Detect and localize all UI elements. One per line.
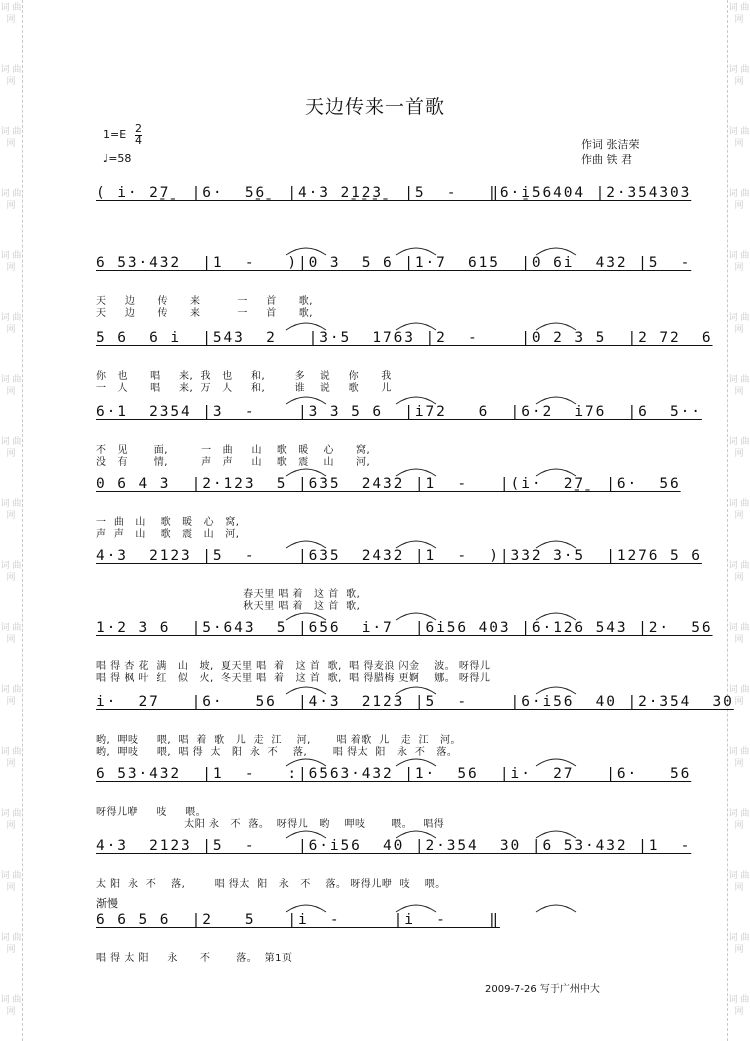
watermark-text: 词 曲 网 <box>0 65 22 87</box>
notation-row: 1·2 3 6 |5·643 5 |656 i·7 |6i56 403 |6·126 543 |2· 56 <box>96 620 713 636</box>
slur-arc <box>396 323 436 330</box>
notation-row: ( i· 2̱7̱ |6· 5̱6̱ |4·3 2̱1̱2̱3̱ |5 - ‖6·i̱56404 |2·354303 <box>96 185 692 201</box>
watermark-text: 词 曲 网 <box>728 251 750 273</box>
slur-arc <box>536 541 576 548</box>
lyric-row-1: 你 也 唱 来, 我 也 和, 多 说 你 我 <box>96 371 392 382</box>
slur-arc <box>536 905 576 912</box>
slur-marks <box>96 818 671 840</box>
lyric-row-2: 声 声 山 歌 震 山 河, <box>96 529 240 540</box>
time-signature <box>135 124 142 147</box>
slur-arc <box>396 397 436 404</box>
score-line <box>96 766 692 830</box>
lyric-row-2: 天 边 传 来 一 首 歌, <box>96 308 313 319</box>
slur-marks <box>96 384 671 406</box>
slur-arc <box>396 905 436 912</box>
slur-arc <box>396 687 436 694</box>
slur-arc <box>536 831 576 838</box>
slur-arc <box>536 759 576 766</box>
watermark-text: 词 曲 网 <box>0 809 22 831</box>
watermark-text: 词 曲 网 <box>0 747 22 769</box>
watermark-text: 词 曲 网 <box>728 499 750 521</box>
score-line <box>96 404 702 468</box>
watermark-text: 词 曲 网 <box>0 313 22 335</box>
slur-arc <box>286 687 326 694</box>
watermark-text: 词 曲 网 <box>0 623 22 645</box>
key-label: 1=E <box>103 128 127 141</box>
slur-arc <box>286 248 326 255</box>
slur-marks <box>96 310 671 332</box>
time-denominator: 4 <box>135 134 142 147</box>
key-signature <box>103 122 142 147</box>
lyric-row-2: 秋天里 唱 着 这 首 歌, <box>96 601 361 612</box>
watermark-text: 词 曲 网 <box>728 871 750 893</box>
watermark-right <box>727 0 750 1041</box>
watermark-text: 词 曲 网 <box>728 561 750 583</box>
slur-marks <box>96 528 671 550</box>
watermark-text: 词 曲 网 <box>728 189 750 211</box>
slur-arc <box>286 831 326 838</box>
slur-arc <box>536 397 576 404</box>
watermark-text: 词 曲 网 <box>728 437 750 459</box>
footer-date: 2009-7-26 写于广州中大 <box>485 984 600 995</box>
score-line <box>96 912 671 972</box>
tempo-change-mark: 渐慢 <box>96 897 118 910</box>
watermark-text: 词 曲 网 <box>728 375 750 397</box>
slur-marks <box>96 746 671 768</box>
watermark-text: 词 曲 网 <box>0 375 22 397</box>
watermark-text: 词 曲 网 <box>728 809 750 831</box>
watermark-text: 词 曲 网 <box>0 871 22 893</box>
notation-row: 6 6 5 6 |2 5 |i - |i - ‖ <box>96 912 500 928</box>
watermark-text: 词 曲 网 <box>728 747 750 769</box>
notation-row: 5 6 6 i |543 2 |3·5 1763 |2 - |0 2 3 5 |2 72 6 <box>96 330 713 346</box>
lyric-row-1: 天 边 传 来 一 首 歌, <box>96 296 313 307</box>
slur-marks <box>96 674 671 696</box>
slur-arc <box>396 613 436 620</box>
lyric-row-1: 呀得儿咿 吱 喂。 <box>96 807 207 818</box>
watermark-text: 词 曲 网 <box>728 313 750 335</box>
watermark-left <box>0 0 23 1041</box>
slur-arc <box>396 759 436 766</box>
slur-arc <box>536 248 576 255</box>
score-line <box>96 255 692 319</box>
slur-arc <box>286 541 326 548</box>
lyric-row-2: 没 有 情, 声 声 山 歌 震 山 河, <box>96 457 371 468</box>
slur-marks <box>96 165 671 187</box>
lyric-row-1: 不 见 面, 一 曲 山 歌 暖 心 窝, <box>96 445 371 456</box>
time-numerator: 2 <box>135 122 142 135</box>
score-line <box>96 476 681 540</box>
watermark-text: 词 曲 网 <box>0 995 22 1017</box>
slur-arc <box>286 397 326 404</box>
score-line <box>96 330 713 394</box>
slur-arc <box>396 469 436 476</box>
score-line <box>96 838 692 898</box>
notation-row: 6 53·432 |1 - )|0 3 5 6 |1·7 615 |0 6i 432 |5 - <box>96 255 692 271</box>
credits <box>581 137 640 167</box>
lyric-row-2: 唱 得 枫 叶 红 似 火, 冬天里 唱 着 这 首 歌, 唱 得腊梅 更婀 娜。 呀得儿 <box>96 673 491 684</box>
score-line <box>96 694 734 758</box>
composer: 作曲 铁 君 <box>581 153 632 166</box>
lyric-row-2: 太阳 永 不 落。 呀得儿 哟 呷吱 喂。 唱得 <box>96 819 445 830</box>
lyric-row-2: 一 人 唱 来, 万 人 和, 谁 说 歌 儿 <box>96 383 392 394</box>
lyric-row-1: 太 阳 永 不 落, 唱 得太 阳 永 不 落。 呀得儿咿 吱 喂。 <box>96 879 446 890</box>
watermark-text: 词 曲 网 <box>0 933 22 955</box>
watermark-text: 词 曲 网 <box>728 685 750 707</box>
notation-row: 4·3 2123 |5 - |635 2432 |1 - )|332 3·5 |1276 5 6 <box>96 548 702 564</box>
notation-row: 6·1 2354 |3 - |3 3 5 6 |i72 6 |6·2 i76 |6 5·· <box>96 404 702 420</box>
slur-arc <box>396 831 436 838</box>
lyric-row-1: 春天里 唱 着 这 首 歌, <box>96 589 361 600</box>
tempo-marking: ♩=58 <box>103 152 132 165</box>
notation-row: 4·3 2123 |5 - |6·i56 40 |2·354 30 |6 53·432 |1 - <box>96 838 692 854</box>
slur-arc <box>286 613 326 620</box>
watermark-text: 词 曲 网 <box>728 933 750 955</box>
slur-arc <box>536 469 576 476</box>
watermark-text: 词 曲 网 <box>728 995 750 1017</box>
lyricist: 作词 张洁荣 <box>581 138 640 151</box>
lyric-row-1: 唱 得 太 阳 永 不 落。 第1页 <box>96 953 293 964</box>
lyric-row-1: 一 曲 山 歌 暖 心 窝, <box>96 517 240 528</box>
watermark-text: 词 曲 网 <box>0 499 22 521</box>
slur-arc <box>286 469 326 476</box>
notation-row: 6 53·432 |1 - :|6563·432 |1· 56 |i· 27 |6· 56 <box>96 766 692 782</box>
notation-row: i· 27 |6· 56 |4·3 2123 |5 - |6·i56 40 |2·354 30 <box>96 694 734 710</box>
slur-marks <box>96 235 671 257</box>
watermark-text: 词 曲 网 <box>0 685 22 707</box>
watermark-text: 词 曲 网 <box>728 623 750 645</box>
slur-marks <box>96 892 671 914</box>
slur-marks <box>96 600 671 622</box>
lyric-row-2: 哟, 呷吱 喂, 唱 得 太 阳 永 不 落, 唱 得太 阳 永 不 落。 <box>96 747 458 758</box>
watermark-text: 词 曲 网 <box>0 437 22 459</box>
slur-arc <box>536 323 576 330</box>
slur-arc <box>396 248 436 255</box>
slur-arc <box>536 613 576 620</box>
slur-arc <box>536 687 576 694</box>
score-line <box>96 548 702 612</box>
slur-arc <box>286 323 326 330</box>
slur-marks <box>96 456 671 478</box>
slur-arc <box>286 905 326 912</box>
watermark-text: 词 曲 网 <box>0 3 22 25</box>
slur-arc <box>396 541 436 548</box>
watermark-text: 词 曲 网 <box>0 127 22 149</box>
lyric-row-1: 唱 得 杏 花 满 山 坡, 夏天里 唱 着 这 首 歌, 唱 得麦浪 闪金 波。 呀得儿 <box>96 661 491 672</box>
watermark-text: 词 曲 网 <box>728 3 750 25</box>
watermark-text: 词 曲 网 <box>0 189 22 211</box>
watermark-text: 词 曲 网 <box>0 251 22 273</box>
notation-row: 0 6 4 3 |2·123 5 |635 2432 |1 - |(i· 2̱7̱ |6· 56 <box>96 476 681 492</box>
watermark-text: 词 曲 网 <box>0 561 22 583</box>
song-title: 天边传来一首歌 <box>304 96 445 118</box>
watermark-text: 词 曲 网 <box>728 127 750 149</box>
slur-arc <box>286 759 326 766</box>
lyric-row-1: 哟, 呷吱 喂, 唱 着 歌 儿 走 江 河, 唱 着歌 儿 走 江 河。 <box>96 735 462 746</box>
score-line <box>96 620 713 684</box>
watermark-text: 词 曲 网 <box>728 65 750 87</box>
